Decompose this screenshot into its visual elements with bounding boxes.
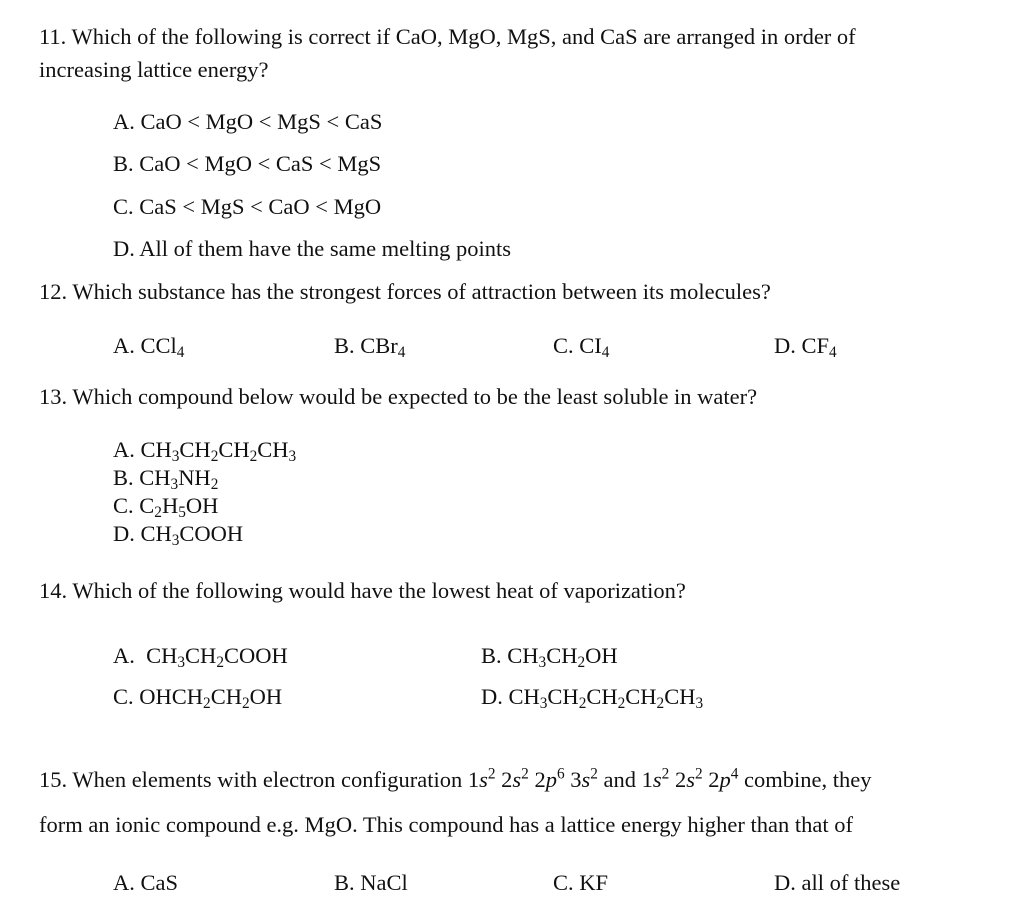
q14-option-b: B. $CH_3CH_2OH$ [481, 643, 618, 671]
q15-option-b: B. NaCl [334, 870, 408, 895]
q11-option-c: C. CaS < MgS < CaO < MgO [113, 194, 382, 219]
q15-option-a: A. CaS [113, 870, 179, 895]
q11-stem-line1: 11. Which of the following is correct if CaO, MgO, MgS, and CaS are arranged in order of [39, 24, 856, 49]
q11-stem-line2: increasing lattice energy? [39, 57, 269, 82]
q15-option-c: C. KF [553, 870, 609, 895]
q12-option-d: D. $CF_4$ [774, 333, 837, 361]
q14-stem: 14. Which of the following would have the lowest heat of vaporization? [39, 578, 686, 603]
q12-option-b: B. CBr$_4$ [334, 333, 406, 361]
q13-stem: 13. Which compound below would be expected to be the least soluble in water? [39, 384, 758, 409]
q12-option-c: C. $CI_4$ [553, 333, 610, 361]
q11-option-b: B. CaO < MgO < CaS < MgS [113, 151, 382, 176]
q14-option-d: D. $CH_3CH_2CH_2CH_2CH_3$ [481, 684, 704, 712]
q15-stem-line2: form an ionic compound e.g. MgO. This compound has a lattice energy higher than that of [39, 812, 853, 837]
q15-stem-line1: 15. When elements with electron configuration $1s^2$ $2s^2$ $2p^6$ $3s^2$ and $1s^2$ $2s^2$ $2p^4$ combine, they [39, 765, 872, 792]
q13-option-d: D. $CH_3COOH$ [113, 521, 244, 549]
q13-option-c: C. $C_2H_5OH$ [113, 493, 219, 521]
q15-option-d: D. all of these [774, 870, 901, 895]
q13-option-b: B. $CH_3NH_2$ [113, 465, 219, 493]
q11-option-d: D. All of them have the same melting points [113, 236, 512, 261]
q14-option-c: C. $OHCH_2CH_2OH$ [113, 684, 283, 712]
q12-option-a: A. CCl$_4$ [113, 333, 185, 361]
q11-option-a: A. CaO < MgO < MgS < CaS [113, 109, 383, 134]
q12-stem: 12. Which substance has the strongest forces of attraction between its molecules? [39, 279, 771, 304]
q14-option-a: A. $CH_3CH_2COOH$ [113, 643, 288, 671]
q13-option-a: A. $CH_3CH_2CH_2CH_3$ [113, 437, 297, 465]
